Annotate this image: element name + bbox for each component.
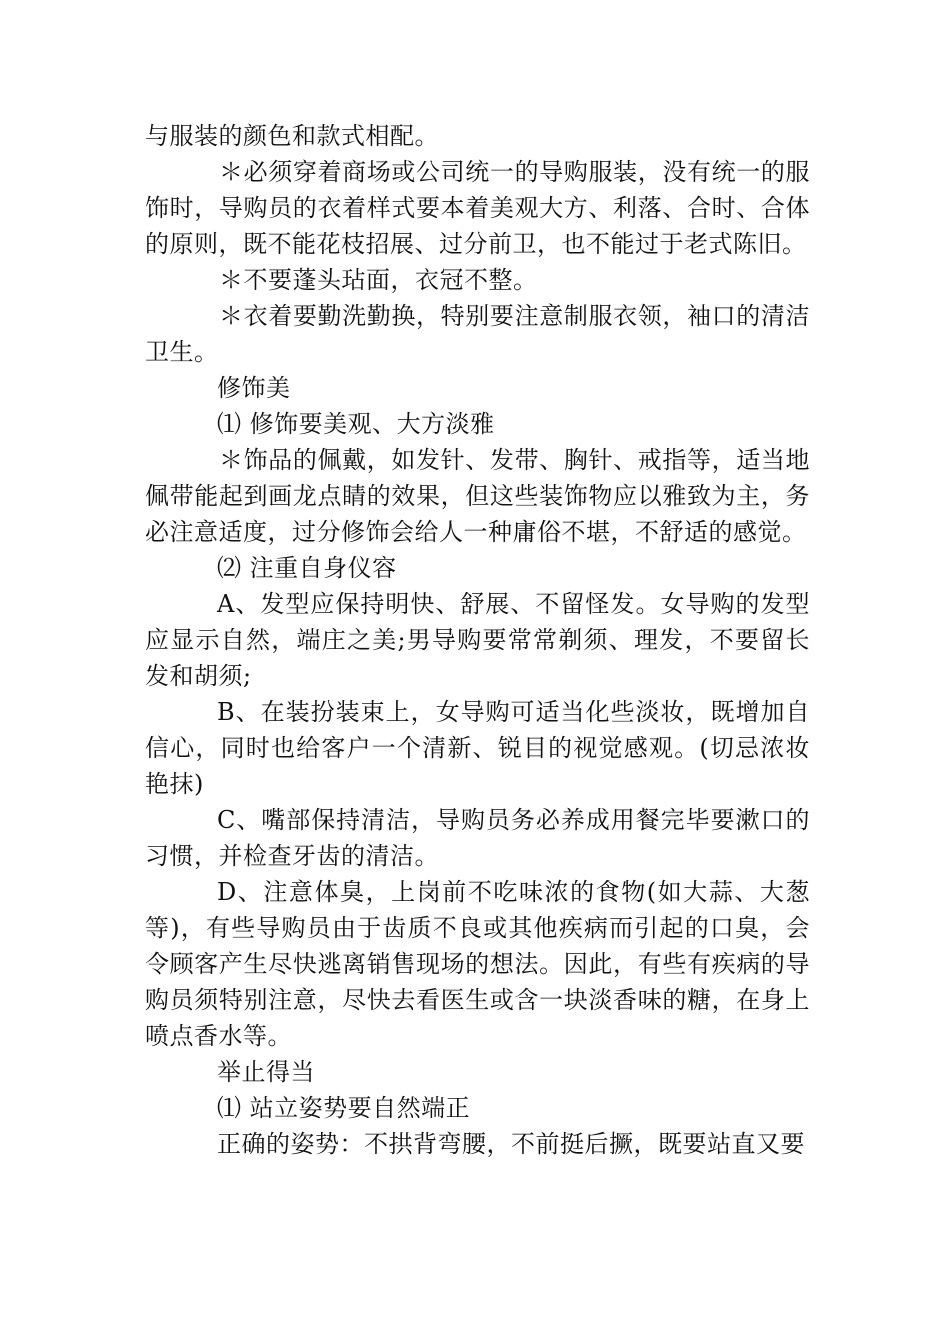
paragraph-item-d: D、注意体臭，上岗前不吃味浓的食物(如大蒜、大葱等)，有些导购员由于齿质不良或其他疾病而引起的口臭，会令顾客产生尽快逃离销售现场的想法。因此，有些有疾病的导购员须特别注意，尽快去看医生或含一块淡香味的糖，在身上喷点香水等。 (145, 878, 810, 1050)
heading-behavior: 举止得当 (217, 1058, 315, 1086)
paragraph-continuation: 与服装的颜色和款式相配。 (145, 122, 439, 150)
paragraph-correct-posture: 正确的姿势：不拱背弯腰，不前挺后撅，既要站直又要 (217, 1130, 805, 1158)
paragraph-item-c: C、嘴部保持清洁，导购员务必养成用餐完毕要漱口的习惯，并检查牙齿的清洁。 (145, 806, 810, 870)
paragraph-uniform-rule: ＊必须穿着商场或公司统一的导购服装，没有统一的服饰时，导购员的衣着样式要本着美观大方、利落、合时、合体的原则，既不能花枝招展、过分前卫，也不能过于老式陈旧。 (145, 158, 810, 258)
document-body (145, 118, 810, 1162)
paragraph-clean-clothes: ＊衣着要勤洗勤换，特别要注意制服衣领，袖口的清洁卫生。 (145, 302, 810, 366)
paragraph-item-b: B、在装扮装束上，女导购可适当化些淡妆，既增加自信心，同时也给客户一个清新、锐目的视觉感观。(切忌浓妆艳抹) (145, 698, 810, 798)
subheading-personal-appearance: ⑵ 注重自身仪容 (217, 554, 397, 582)
subheading-standing-posture: ⑴ 站立姿势要自然端正 (217, 1094, 471, 1122)
paragraph-accessories: ＊饰品的佩戴，如发针、发带、胸针、戒指等，适当地佩带能起到画龙点睛的效果，但这些装饰物应以雅致为主，务必注意适度，过分修饰会给人一种庸俗不堪，不舒适的感觉。 (145, 446, 810, 546)
heading-grooming: 修饰美 (217, 374, 291, 402)
paragraph-neat-appearance: ＊不要蓬头玷面，衣冠不整。 (219, 266, 538, 294)
paragraph-item-a: A、发型应保持明快、舒展、不留怪发。女导购的发型应显示自然，端庄之美;男导购要常常剃须、理发，不要留长发和胡须; (145, 590, 810, 690)
subheading-decoration: ⑴ 修饰要美观、大方淡雅 (217, 410, 495, 438)
